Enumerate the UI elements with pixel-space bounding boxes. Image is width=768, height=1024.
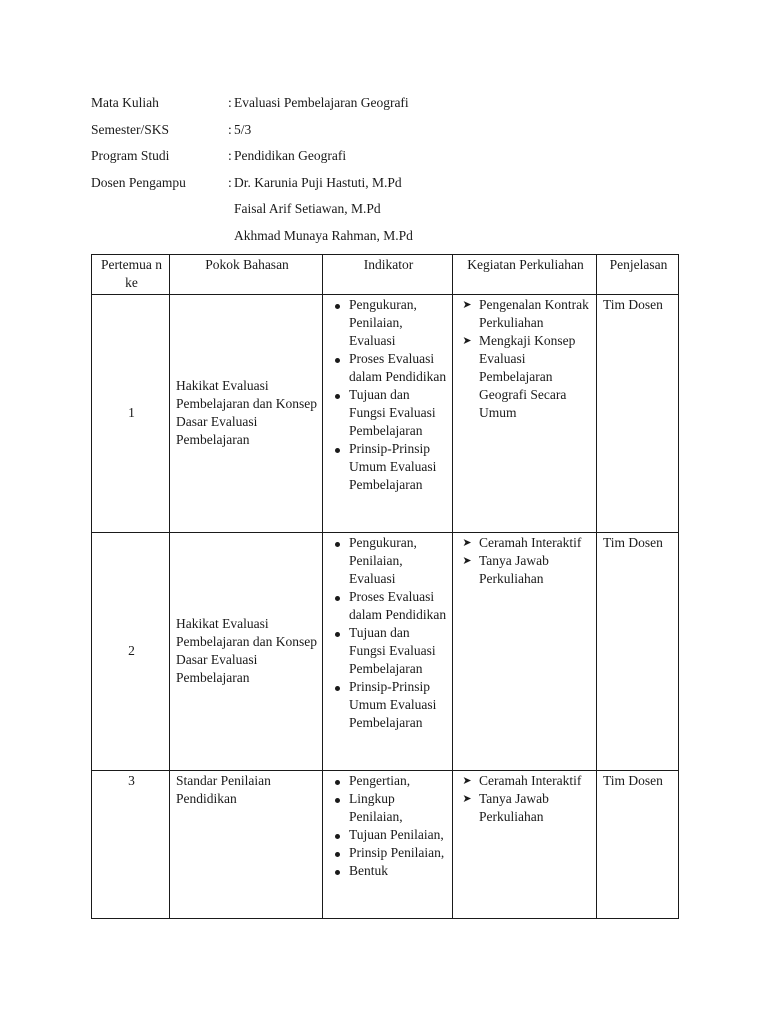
- arrow-bullet-icon: ➤: [462, 792, 472, 805]
- activity-text: Tanya Jawab Perkuliahan: [479, 791, 549, 824]
- bullet-dot-icon: [331, 588, 343, 606]
- table-header-row: [92, 255, 679, 295]
- arrow-bullet-icon: ➤: [462, 298, 472, 311]
- indicator-text: Tujuan Penilaian,: [349, 827, 444, 842]
- indicator-text: Proses Evaluasi dalam Pendidikan: [349, 351, 447, 384]
- activity-list: [459, 772, 592, 826]
- bullet-dot-icon: [331, 844, 343, 862]
- bullet-dot-icon: [331, 624, 343, 642]
- info-value: 5/3: [234, 121, 252, 137]
- activity-item: [459, 790, 592, 826]
- header-kegiatan: Kegiatan Perkuliahan: [453, 255, 597, 295]
- activity-item: [459, 552, 592, 588]
- info-label: Semester/SKS: [91, 121, 170, 137]
- info-value: Dr. Karunia Puji Hastuti, M.Pd: [234, 174, 402, 190]
- arrow-bullet-icon: ➤: [462, 774, 472, 787]
- arrow-bullet-icon: ➤: [462, 554, 472, 567]
- indicator-item: [329, 296, 448, 350]
- indicator-cell: [323, 295, 453, 533]
- topic-cell: Hakikat Evaluasi Pembelajaran dan Konsep Dasar Evaluasi Pembelajaran: [170, 533, 323, 771]
- indicator-item: [329, 844, 448, 862]
- table-row: [92, 771, 679, 919]
- table-row: [92, 533, 679, 771]
- info-value: Evaluasi Pembelajaran Geografi: [234, 95, 409, 110]
- meeting-number: 2: [92, 533, 170, 771]
- indicator-text: Pengertian,: [349, 773, 411, 788]
- indicator-item: [329, 826, 448, 844]
- table-row: [92, 295, 679, 533]
- info-row-semester: [91, 120, 691, 147]
- info-colon: :: [228, 174, 232, 190]
- info-row-dosen: [91, 173, 691, 200]
- info-label: Program Studi: [91, 148, 170, 163]
- indicator-item: [329, 588, 448, 624]
- bullet-dot-icon: [331, 386, 343, 404]
- activity-cell: [453, 295, 597, 533]
- indicator-text: Proses Evaluasi dalam Pendidikan: [349, 589, 447, 622]
- indicator-text: Tujuan dan Fungsi Evaluasi Pembelajaran: [349, 625, 436, 676]
- bullet-dot-icon: [331, 826, 343, 844]
- activity-text: Pengenalan Kontrak Perkuliahan: [479, 297, 589, 330]
- course-info: [91, 93, 691, 252]
- activity-item: [459, 772, 592, 790]
- meeting-number: 1: [92, 295, 170, 533]
- info-colon: :: [228, 121, 232, 137]
- activity-text: Ceramah Interaktif: [479, 773, 582, 788]
- info-label-empty: [91, 199, 228, 226]
- indicator-cell: [323, 771, 453, 919]
- arrow-bullet-icon: ➤: [462, 536, 472, 549]
- bullet-dot-icon: [331, 862, 343, 880]
- indicator-text: Pengukuran, Penilaian, Evaluasi: [349, 535, 417, 586]
- info-row-dosen-3: [91, 226, 691, 253]
- activity-item: [459, 332, 592, 422]
- bullet-dot-icon: [331, 534, 343, 552]
- activity-text: Tanya Jawab Perkuliahan: [479, 553, 549, 586]
- info-row-dosen-2: [91, 199, 691, 226]
- info-value: Faisal Arif Setiawan, M.Pd: [234, 201, 381, 216]
- bullet-dot-icon: [331, 350, 343, 368]
- indicator-item: [329, 624, 448, 678]
- indicator-text: Prinsip Penilaian,: [349, 845, 445, 860]
- indicator-list: [329, 772, 448, 880]
- info-colon: :: [228, 148, 232, 163]
- indicator-item: [329, 862, 448, 880]
- indicator-text: Pengukuran, Penilaian, Evaluasi: [349, 297, 417, 348]
- indicator-text: Lingkup Penilaian,: [349, 791, 403, 824]
- indicator-item: [329, 534, 448, 588]
- indicator-item: [329, 386, 448, 440]
- activity-item: [459, 534, 592, 552]
- bullet-dot-icon: [331, 440, 343, 458]
- bullet-dot-icon: [331, 790, 343, 808]
- info-row-prodi: [91, 146, 691, 173]
- bullet-dot-icon: [331, 296, 343, 314]
- bullet-dot-icon: [331, 772, 343, 790]
- indicator-item: [329, 790, 448, 826]
- info-label: Dosen Pengampu: [91, 174, 186, 190]
- indicator-text: Bentuk: [349, 863, 388, 878]
- indicator-item: [329, 350, 448, 386]
- arrow-bullet-icon: ➤: [462, 334, 472, 347]
- info-row-mata-kuliah: [91, 93, 691, 120]
- header-pertemuan: Pertemua n ke: [92, 255, 170, 295]
- topic-cell: Hakikat Evaluasi Pembelajaran dan Konsep Dasar Evaluasi Pembelajaran: [170, 295, 323, 533]
- meeting-number: 3: [92, 771, 170, 919]
- activity-list: [459, 296, 592, 422]
- indicator-list: [329, 534, 448, 732]
- topic-cell: Standar Penilaian Pendidikan: [170, 771, 323, 919]
- indicator-text: Prinsip-Prinsip Umum Evaluasi Pembelajaran: [349, 441, 437, 492]
- header-pokok-bahasan: Pokok Bahasan: [170, 255, 323, 295]
- indicator-item: [329, 678, 448, 732]
- info-value: Pendidikan Geografi: [234, 148, 347, 163]
- info-label-empty: [91, 226, 228, 253]
- activity-text: Ceramah Interaktif: [479, 535, 582, 550]
- activity-text: Mengkaji Konsep Evaluasi Pembelajaran Geografi Secara Umum: [479, 333, 576, 420]
- indicator-cell: [323, 533, 453, 771]
- indicator-item: [329, 772, 448, 790]
- activity-list: [459, 534, 592, 588]
- info-label: Mata Kuliah: [91, 95, 159, 110]
- indicator-list: [329, 296, 448, 494]
- activity-cell: [453, 771, 597, 919]
- info-colon: :: [228, 95, 232, 110]
- activity-item: [459, 296, 592, 332]
- indicator-text: Prinsip-Prinsip Umum Evaluasi Pembelajaran: [349, 679, 437, 730]
- activity-cell: [453, 533, 597, 771]
- indicator-text: Tujuan dan Fungsi Evaluasi Pembelajaran: [349, 387, 436, 438]
- header-penjelasan: Penjelasan: [597, 255, 679, 295]
- header-indikator: Indikator: [323, 255, 453, 295]
- explanation-cell: Tim Dosen: [597, 771, 679, 919]
- indicator-item: [329, 440, 448, 494]
- explanation-cell: Tim Dosen: [597, 533, 679, 771]
- info-value: Akhmad Munaya Rahman, M.Pd: [234, 227, 413, 243]
- schedule-table: [91, 254, 679, 919]
- bullet-dot-icon: [331, 678, 343, 696]
- explanation-cell: Tim Dosen: [597, 295, 679, 533]
